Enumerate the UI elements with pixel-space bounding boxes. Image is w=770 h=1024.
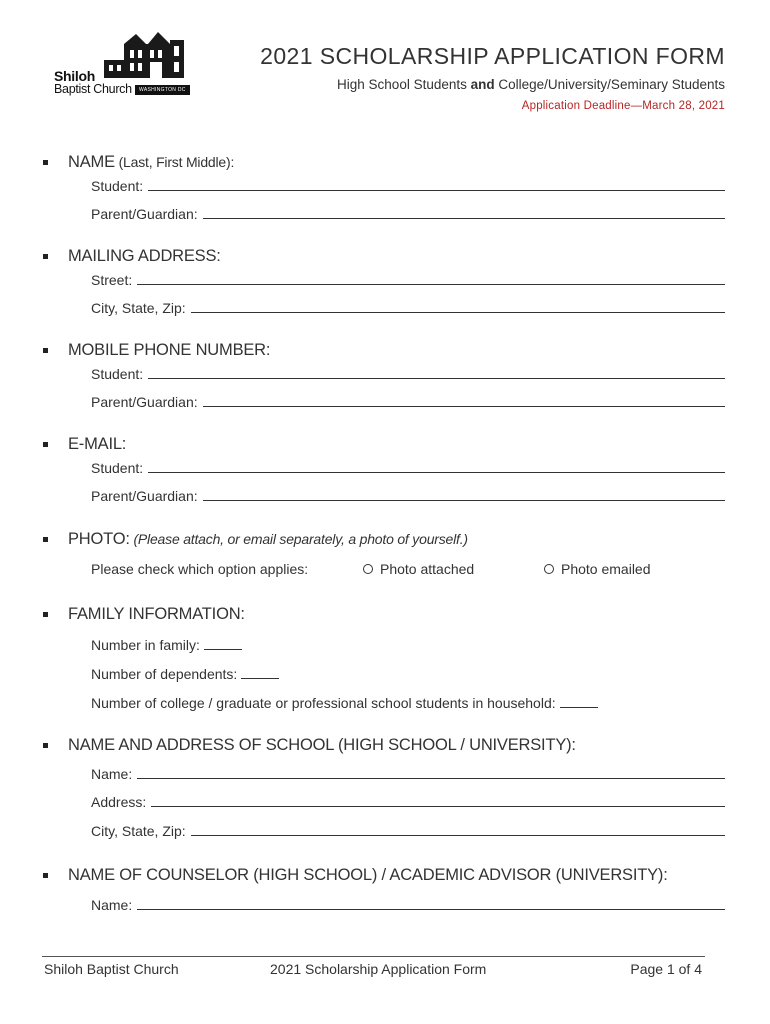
- section-title: [68, 153, 234, 172]
- field-label: Parent/Guardian:: [91, 394, 198, 410]
- section-title-note: (Last, First Middle):: [114, 154, 235, 170]
- blank-line[interactable]: [137, 909, 725, 910]
- blank-line[interactable]: [191, 835, 725, 836]
- blank-line[interactable]: [560, 707, 598, 708]
- city-state-zip-field[interactable]: [91, 296, 725, 316]
- field-label: City, State, Zip:: [91, 823, 186, 839]
- school-address-field[interactable]: [91, 790, 725, 810]
- field-label: Number of college / graduate or professional school students in household:: [91, 695, 556, 711]
- family-count-row: [91, 637, 242, 653]
- section-title: NAME OF COUNSELOR (HIGH SCHOOL) / ACADEMIC ADVISOR (UNIVERSITY):: [68, 866, 668, 884]
- section-title-note: (Please attach, or email separately, a photo of yourself.): [129, 531, 468, 547]
- application-deadline: Application Deadline—March 28, 2021: [521, 100, 725, 112]
- field-label: Number in family:: [91, 637, 200, 653]
- bullet-icon: [43, 442, 48, 447]
- college-students-count-row: [91, 695, 598, 711]
- section-title: MAILING ADDRESS:: [68, 247, 221, 265]
- section-title: E-MAIL:: [68, 435, 127, 453]
- counselor-name-field[interactable]: [91, 893, 725, 913]
- field-label: Name:: [91, 897, 133, 913]
- blank-line[interactable]: [151, 806, 725, 807]
- subtitle-and: and: [470, 77, 495, 92]
- bullet-icon: [43, 612, 48, 617]
- field-label: Student:: [91, 460, 144, 476]
- blank-line[interactable]: [203, 218, 725, 219]
- school-name-field[interactable]: [91, 762, 725, 782]
- radio-circle-icon[interactable]: [363, 564, 373, 574]
- option-label: Photo attached: [380, 561, 475, 577]
- form-title: 2021 SCHOLARSHIP APPLICATION FORM: [260, 43, 725, 69]
- section-title: FAMILY INFORMATION:: [68, 605, 245, 623]
- photo-attached-option[interactable]: [363, 561, 474, 577]
- bullet-icon: [43, 537, 48, 542]
- field-label: Student:: [91, 366, 144, 382]
- section-title-main: NAME: [68, 153, 115, 171]
- option-label: Photo emailed: [561, 561, 651, 577]
- student-phone-field[interactable]: [91, 362, 725, 382]
- section-title: NAME AND ADDRESS OF SCHOOL (HIGH SCHOOL / UNIVERSITY):: [68, 736, 576, 754]
- logo-tag-location: WASHINGTON DC: [135, 85, 190, 95]
- blank-line[interactable]: [204, 649, 242, 650]
- dependents-count-row: [91, 666, 279, 682]
- blank-line[interactable]: [148, 378, 725, 379]
- student-name-field[interactable]: [91, 174, 725, 194]
- bullet-icon: [43, 743, 48, 748]
- bullet-icon: [43, 160, 48, 165]
- bullet-icon: [43, 873, 48, 878]
- section-title: MOBILE PHONE NUMBER:: [68, 341, 271, 359]
- blank-line[interactable]: [203, 500, 725, 501]
- field-label: Parent/Guardian:: [91, 488, 198, 504]
- section-title-main: PHOTO:: [68, 530, 130, 548]
- subtitle-part-2: College/University/Seminary Students: [494, 77, 725, 92]
- footer-organization: Shiloh Baptist Church: [44, 961, 179, 977]
- student-email-field[interactable]: [91, 456, 725, 476]
- field-label: Address:: [91, 794, 147, 810]
- field-label: Student:: [91, 178, 144, 194]
- street-field[interactable]: [91, 268, 725, 288]
- blank-line[interactable]: [148, 190, 725, 191]
- photo-question: Please check which option applies:: [91, 561, 309, 577]
- bullet-icon: [43, 254, 48, 259]
- blank-line[interactable]: [241, 678, 279, 679]
- field-label: Parent/Guardian:: [91, 206, 198, 222]
- logo-text-baptist-church: Baptist Church: [54, 82, 132, 96]
- footer-page-number: Page 1 of 4: [630, 961, 702, 977]
- blank-line[interactable]: [137, 284, 725, 285]
- blank-line[interactable]: [203, 406, 725, 407]
- parent-email-field[interactable]: [91, 484, 725, 504]
- blank-line[interactable]: [148, 472, 725, 473]
- field-label: Number of dependents:: [91, 666, 238, 682]
- footer-document-title: 2021 Scholarship Application Form: [270, 961, 487, 977]
- blank-line[interactable]: [191, 312, 725, 313]
- school-city-state-zip-field[interactable]: [91, 819, 725, 839]
- radio-circle-icon[interactable]: [544, 564, 554, 574]
- photo-emailed-option[interactable]: [544, 561, 651, 577]
- blank-line[interactable]: [137, 778, 725, 779]
- parent-name-field[interactable]: [91, 202, 725, 222]
- field-label: Name:: [91, 766, 133, 782]
- form-subtitle: [337, 77, 725, 92]
- section-title: [68, 530, 468, 549]
- subtitle-part-1: High School Students: [337, 77, 471, 92]
- church-logo: [52, 30, 192, 102]
- field-label: Street:: [91, 272, 133, 288]
- field-label: City, State, Zip:: [91, 300, 186, 316]
- footer-divider: [42, 956, 705, 957]
- bullet-icon: [43, 348, 48, 353]
- parent-phone-field[interactable]: [91, 390, 725, 410]
- logo-text-shiloh: Shiloh: [54, 68, 95, 84]
